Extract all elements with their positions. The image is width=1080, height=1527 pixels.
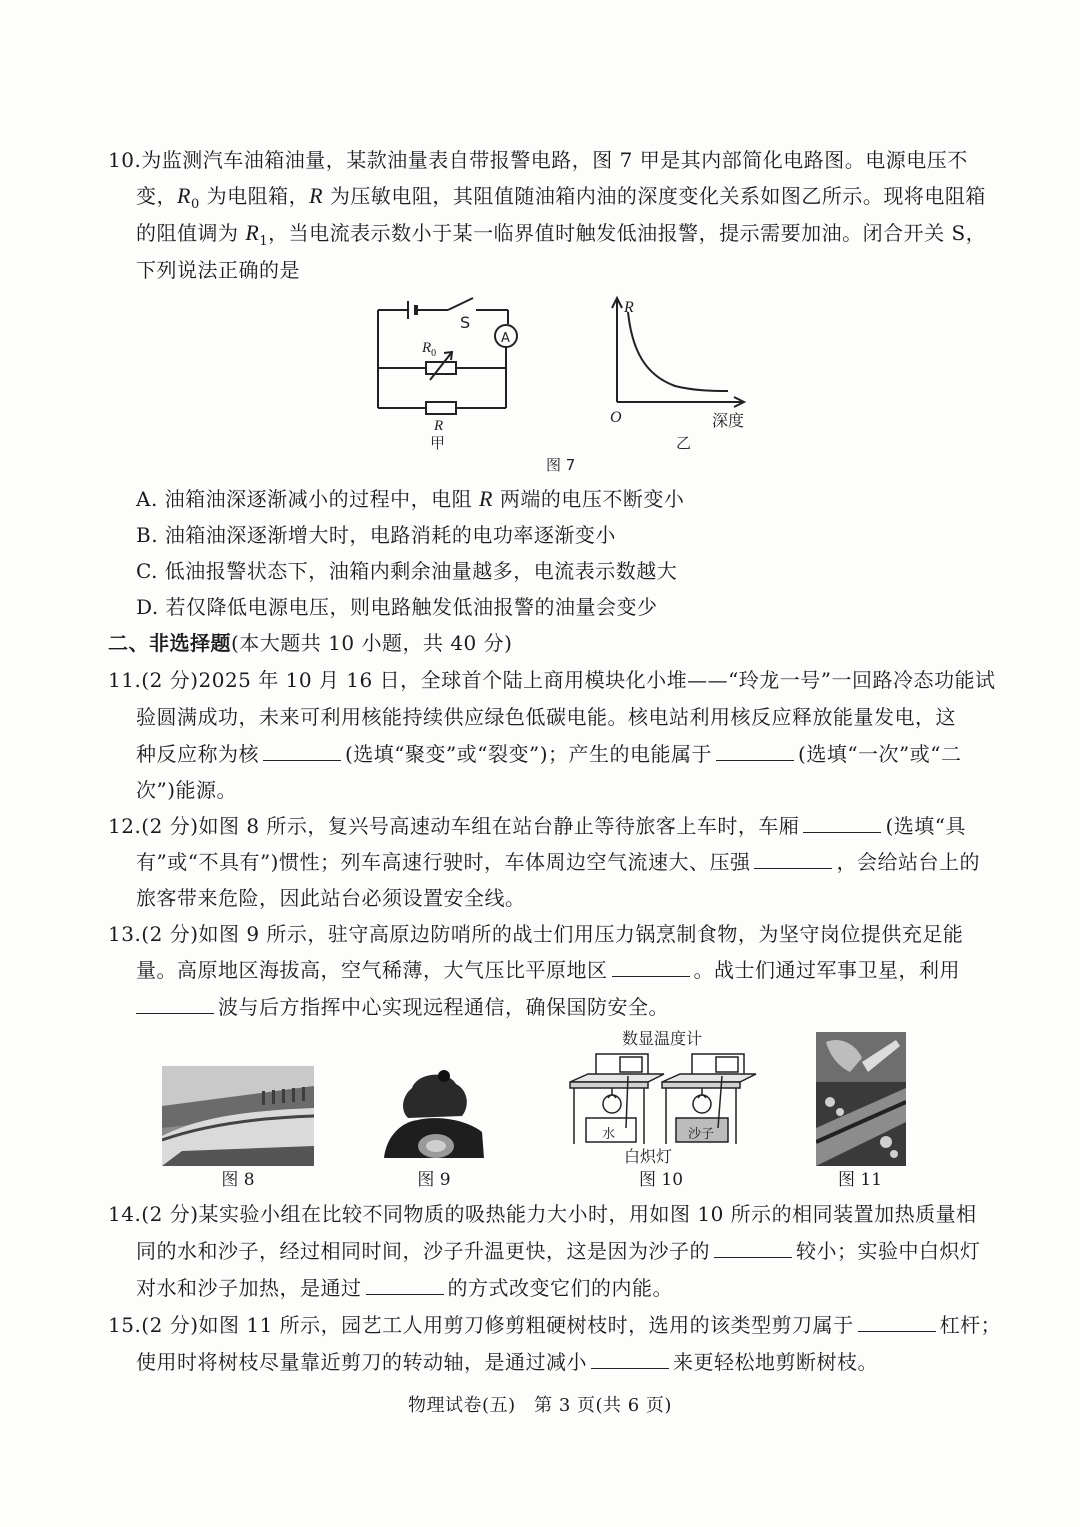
- answer-blank[interactable]: [803, 814, 881, 833]
- figure-9-caption: 图 9: [417, 1170, 451, 1190]
- x-axis-label: 深度: [712, 411, 745, 430]
- answer-blank[interactable]: [591, 1350, 669, 1369]
- answer-blank[interactable]: [714, 1239, 792, 1258]
- page-footer: 物理试卷(五) 第 3 页(共 6 页): [408, 1395, 672, 1416]
- thermometer-label: 数显温度计: [622, 1029, 703, 1048]
- answer-blank[interactable]: [612, 958, 690, 977]
- q12-line1: 12.(2 分)如图 8 所示，复兴号高速动车组在站台静止等待旅客上车时，车厢 (选填“具: [108, 814, 966, 838]
- jia-label: 甲: [430, 434, 446, 452]
- q13-line1: 13.(2 分)如图 9 所示，驻守高原边防哨所的战士们用压力锅烹制食物，为坚守岗位提供充足能: [108, 922, 964, 946]
- q15-line2: 使用时将树枝尽量靠近剪刀的转动轴，是通过减小 来更轻松地剪断树枝。: [136, 1350, 878, 1374]
- figure-7: [360, 290, 760, 480]
- figure-8-train-photo: [162, 1066, 314, 1166]
- origin-label: O: [610, 409, 622, 426]
- q10-option-c: C. 低油报警状态下，油箱内剩余油量越多，电流表示数越大: [136, 559, 678, 583]
- q10-option-a: A. 油箱油深逐渐减小的过程中，电阻 R 两端的电压不断变小: [136, 486, 685, 511]
- q15-line1: 15.(2 分)如图 11 所示，园艺工人用剪刀修剪粗硬树枝时，选用的该类型剪刀属于 杠杆；: [108, 1313, 1002, 1337]
- q10-line3: 的阻值调为 $R_1$，当电流表示数小于某一临界值时触发低油报警，提示需要加油。闭合开关 S，: [136, 220, 987, 249]
- q13-line3: 波与后方指挥中心实现远程通信，确保国防安全。: [136, 993, 669, 1021]
- r0-label: $R_0$: [422, 340, 437, 359]
- answer-blank[interactable]: [263, 742, 341, 761]
- q14-line3: 对水和沙子加热，是通过 的方式改变它们的内能。: [136, 1276, 673, 1300]
- q14-line1: 14.(2 分)某实验小组在比较不同物质的吸热能力大小时，用如图 10 所示的相同装置加热质量相: [108, 1202, 977, 1226]
- q12-line3: 旅客带来危险，因此站台必须设置安全线。: [136, 886, 526, 910]
- sand-label: 沙子: [688, 1127, 715, 1142]
- answer-blank[interactable]: [754, 850, 832, 869]
- switch-label: S: [460, 313, 471, 332]
- q10-line1: 10.为监测汽车油箱油量，某款油量表自带报警电路，图 7 甲是其内部简化电路图。电源电压不: [108, 148, 968, 172]
- lamp-label: 白炽灯: [624, 1147, 673, 1166]
- r-label: R: [434, 418, 444, 434]
- answer-blank[interactable]: [716, 742, 794, 761]
- y-axis-label: R: [624, 299, 634, 316]
- circuit-diagram: [378, 298, 517, 414]
- q11-line3: 种反应称为核 (选填“聚变”或“裂变”)；产生的电能属于 (选填“一次”或“二: [136, 742, 962, 766]
- answer-blank[interactable]: [858, 1313, 936, 1332]
- figure-8-caption: 图 8: [221, 1170, 255, 1190]
- q14-line2: 同的水和沙子，经过相同时间，沙子升温更快，这是因为沙子的 较小；实验中白炽灯: [136, 1239, 981, 1263]
- figure-10-apparatus: [568, 1026, 758, 1168]
- figure-11-caption: 图 11: [837, 1170, 883, 1190]
- q12-line2: 有”或“不具有”)惯性；列车高速行驶时，车体周边空气流速大、压强 ，会给站台上的: [136, 850, 980, 874]
- figure-11-pruning-photo: [816, 1032, 906, 1166]
- q10-option-b: B. 油箱油深逐渐增大时，电路消耗的电功率逐渐变小: [136, 523, 616, 547]
- q11-line1: 11.(2 分)2025 年 10 月 16 日，全球首个陆上商用模块化小堆——“玲龙一号”一回路冷态功能试: [108, 668, 996, 692]
- q11-line2: 验圆满成功，未来可利用核能持续供应绿色低碳电能。核电站利用核反应释放能量发电，这: [136, 705, 956, 729]
- section-2-heading: 二、非选择题(本大题共 10 小题，共 40 分): [108, 631, 513, 655]
- figure-7-caption: 图 7: [546, 456, 576, 474]
- water-label: 水: [602, 1127, 616, 1142]
- q10-line2: 变，$R_0$ 为电阻箱，R 为压敏电阻，其阻值随油箱内油的深度变化关系如图乙所示。现将电阻箱: [136, 183, 986, 212]
- q10-option-d: D. 若仅降低电源电压，则电路触发低油报警的油量会变少: [136, 595, 658, 619]
- q13-line2: 量。高原地区海拔高，空气稀薄，大气压比平原地区 。战士们通过军事卫星，利用: [136, 958, 960, 982]
- q11-line4: 次”)能源。: [136, 778, 238, 802]
- q10-line4: 下列说法正确的是: [136, 258, 300, 282]
- ammeter-label: A: [501, 331, 510, 346]
- answer-blank[interactable]: [136, 995, 214, 1014]
- figure-10-caption: 图 10: [638, 1170, 684, 1190]
- answer-blank[interactable]: [366, 1276, 444, 1295]
- yi-label: 乙: [676, 434, 692, 452]
- figure-9-pressure-cooker-photo: [378, 1066, 488, 1162]
